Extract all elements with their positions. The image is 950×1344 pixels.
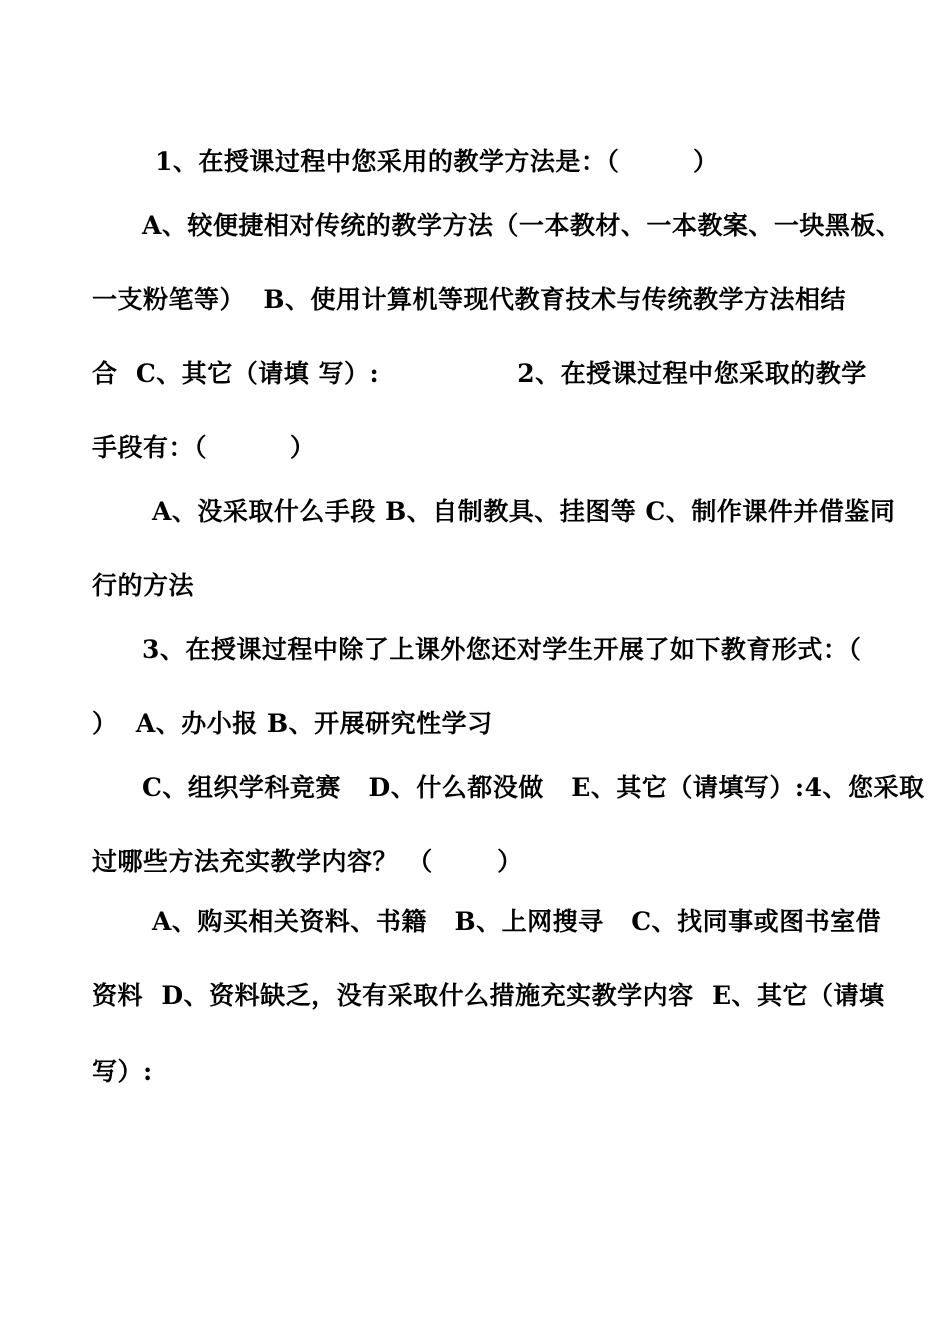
- question-1-option-a-line-1: A、较便捷相对传统的教学方法（一本教材、一本教案、一块黑板、: [142, 211, 902, 240]
- question-1-text: 1、在授课过程中您采用的教学方法是：（ ）: [155, 147, 719, 176]
- question-4-text: 过哪些方法充实教学内容？ （ ）: [92, 847, 523, 876]
- question-3-options-line-1: ） A、办小报 B、开展研究性学习: [92, 709, 493, 738]
- question-1-options-line-2: 一支粉笔等） B、使用计算机等现代教育技术与传统教学方法相结: [92, 285, 847, 314]
- question-3-options-line-2: C、组织学科竞赛 D、什么都没做 E、其它（请填写）:4、您采取: [142, 773, 925, 802]
- question-2-options-line-2: 行的方法: [92, 571, 195, 600]
- question-2-text: 手段有：（ ）: [92, 433, 316, 462]
- question-3-text: 3、在授课过程中除了上课外您还对学生开展了如下教育形式：（: [142, 635, 862, 664]
- question-2-options-line-1: A、没采取什么手段 B、自制教具、挂图等 C、制作课件并借鉴同: [152, 497, 896, 526]
- question-4-options-line-2: 资料 D、资料缺乏，没有采取什么措施充实教学内容 E、其它（请填: [92, 981, 885, 1010]
- question-1-options-line-3: 合 C、其它（请填 写）: 2、在授课过程中您采取的教学: [92, 359, 867, 388]
- question-4-options-line-1: A、购买相关资料、书籍 B、上网搜寻 C、找同事或图书室借: [152, 907, 882, 936]
- question-4-options-line-3: 写）:: [92, 1057, 153, 1086]
